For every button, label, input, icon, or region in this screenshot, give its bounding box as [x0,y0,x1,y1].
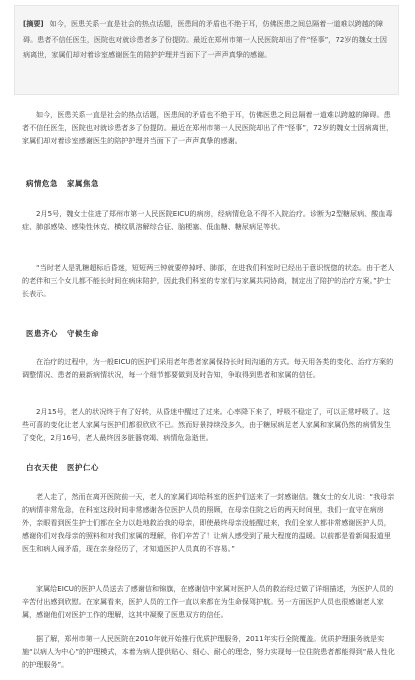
section-heading [26,177,99,190]
summary-box [14,5,399,95]
article-paragraph: 据了解，郑州市第一人民医院在2010年就开始推行优质护理服务，2011年实行全院覆盖。优质护理服务就是实施“以病人为中心”的护理模式，本着为病人提供贴心、细心、耐心的理念，努力实现每一位住院患者都能得到“最人性化的护理服务”。 [22,634,395,669]
section-heading-part: 医患齐心 [26,329,58,338]
article-paragraph: 2月15号，老人的状况终于有了好转，从昏迷中醒过了过来。心率降下来了，呼吸不稳定了，可以正常呼吸了。这些可喜的变化让老人家属与医护们都很欣欣不已。然而好景持续没多久，由于糖尿病足老人家属和家属仍然的病情发生了变化，2月16号，老人最终因多脏器衰竭、病情危急逝世。 [22,407,391,442]
summary-text: 如今，医患关系一直是社会的热点话题，医患间的矛盾也不绝于耳，仿佛医患之间总隔着一道难以跨越的障碍。患者不信任医生，医院也对就诊患者多了份提防。最近在郑州市第一人民医院却出了件“怪事”，72岁的魏女士因病离世，家属们却对着诊室感谢医生的陪护护理并当面下了一声声真挚的感谢。 [23,19,387,60]
section-heading-part: 病情危急 [26,179,58,188]
section-heading-part: 家属焦急 [66,179,99,188]
section-heading [26,461,99,474]
article-paragraph: 老人走了，然而在离开医院前一天，老人的家属们却给科室的医护们送来了一封感谢信。魏女士的女儿说：“我母亲的病情非常危急，在科室这段时间非常感谢各位医护人员的照顾，在母亲住院之后的两天时间里，我们一直守在病房外，亲眼看到医生护士们都在全力以赴地救治我的母亲，即使最终母亲没能醒过来，我们全家人都非常感谢医护人员，感谢你们对我母亲的照料和对我们家属的理解，你们辛苦了！让病人感受到了最大程度的温暖。以前都是看新闻报道里医生和病人闹矛盾，现在亲身经历了，才知道医护人员真的不容易。” [22,492,395,553]
article-paragraph: 家属给EICU的医护人员送去了感谢信和锦旗，在感谢信中家属对医护人员的救治经过做了详细描述，为医护人员的辛苦付出感到欣慰。在家属看来，医护人员的工作一直以来都在为生命保驾护航。另一方面医护人员也很感谢老人家属，感谢他们对医护工作的理解，这其中凝聚了医患双方的信任。 [22,584,394,619]
section-heading-part: 医护仁心 [66,463,99,472]
article-paragraph: 在治疗的过程中，为一般EICU的医护们采用老年患者家属保持长时间沟通的方式。每天用各类的变化、治疗方案的调整情况、患者的最新病情状况，每一个细节都要做到及时告知，争取得到患者和家属的信任。 [22,357,394,379]
article-paragraph: 如今，医患关系一直是社会的热点话题，医患间的矛盾也不绝于耳，仿佛医患之间总隔着一道难以跨越的障碍。患者不信任医生，医院也对就诊患者多了份提防。最近在郑州市第一人民医院却出了件“怪事”，72岁的魏女士因病离世，家属们却对着诊室感谢医生的陪护护理并当面下了一声声真挚的感谢。 [22,110,394,145]
section-heading-part: 白衣天使 [26,463,58,472]
article-paragraph: 2月5号，魏女士住进了郑州市第一人民医院EICU的病房，经病情危急不得不入院治疗。诊断为2型糖尿病、酸血毒症、肺部感染、感染性休克、横纹肌溶解综合征、脑梗塞、低血糖、糖尿病足等状。 [22,209,393,231]
section-heading [26,327,99,340]
article-paragraph: “当时老人是乳糖超标后昏迷，短短两三钟就要停掉呼、肺部，在进我们科室时已经出于意识恍惚的状态。由于老人的老伴和三个女儿都不能长时间在病床陪护，因此我们科室的专家们与家属共同协商，制定出了陪护的治疗方案。”护士长表示。 [22,263,395,298]
section-heading-part: 守候生命 [66,329,99,338]
summary-label: [摘要] [23,19,44,28]
